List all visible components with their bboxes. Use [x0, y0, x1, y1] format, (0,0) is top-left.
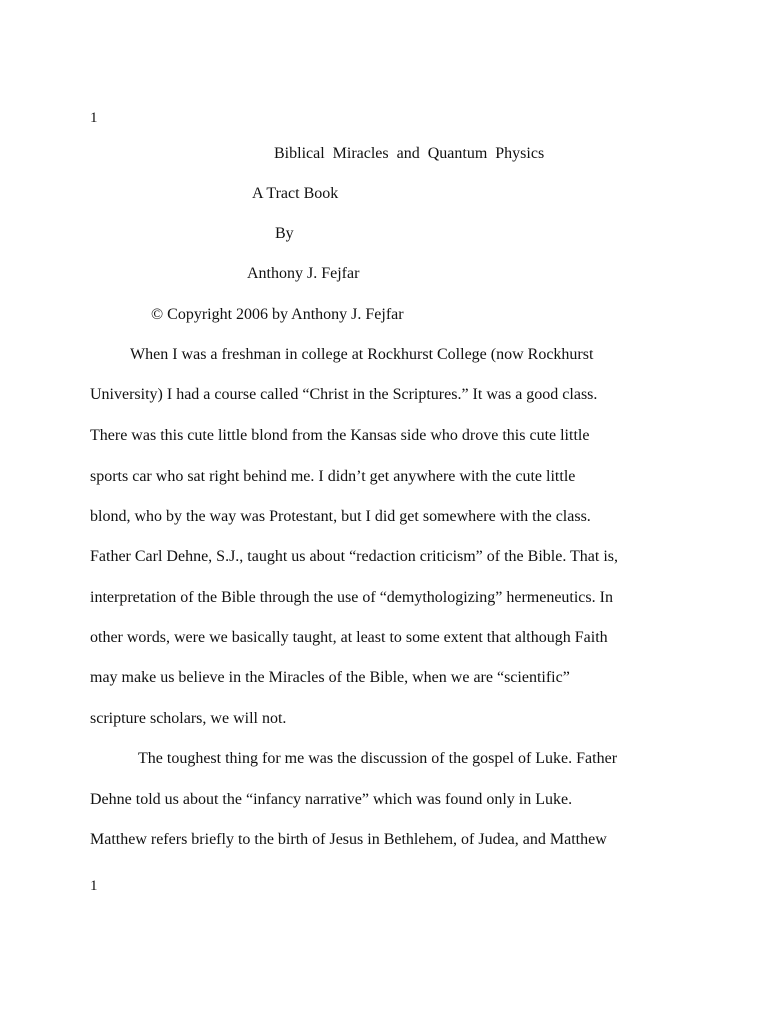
body-line: sports car who sat right behind me. I didn’t get anywhere with the cute little	[90, 468, 576, 485]
body-line: University) I had a course called “Christ in the Scriptures.” It was a good class.	[90, 386, 598, 403]
body-line: Father Carl Dehne, S.J., taught us about “redaction criticism” of the Bible. That is,	[90, 548, 619, 565]
byline-by: By	[275, 225, 294, 242]
body-line: interpretation of the Bible through the use of “demythologizing” hermeneutics. In	[90, 589, 613, 606]
author-name: Anthony J. Fejfar	[247, 265, 360, 282]
copyright-notice: © Copyright 2006 by Anthony J. Fejfar	[151, 306, 404, 323]
body-line: other words, were we basically taught, at least to some extent that although Faith	[90, 629, 608, 646]
body-line: The toughest thing for me was the discussion of the gospel of Luke. Father	[138, 750, 618, 767]
body-line: When I was a freshman in college at Rockhurst College (now Rockhurst	[130, 346, 594, 363]
body-line: Dehne told us about the “infancy narrative” which was found only in Luke.	[90, 791, 573, 808]
body-line: blond, who by the way was Protestant, but I did get somewhere with the class.	[90, 508, 591, 525]
document-title: Biblical Miracles and Quantum Physics	[274, 145, 545, 162]
body-line: scripture scholars, we will not.	[90, 710, 287, 727]
body-line: There was this cute little blond from the Kansas side who drove this cute little	[90, 427, 590, 444]
footer-page-number: 1	[90, 878, 98, 894]
document-subtitle: A Tract Book	[252, 185, 339, 202]
body-line: Matthew refers briefly to the birth of Jesus in Bethlehem, of Judea, and Matthew	[90, 831, 607, 848]
body-line: may make us believe in the Miracles of the Bible, when we are “scientific”	[90, 669, 570, 686]
header-page-number: 1	[90, 110, 98, 126]
